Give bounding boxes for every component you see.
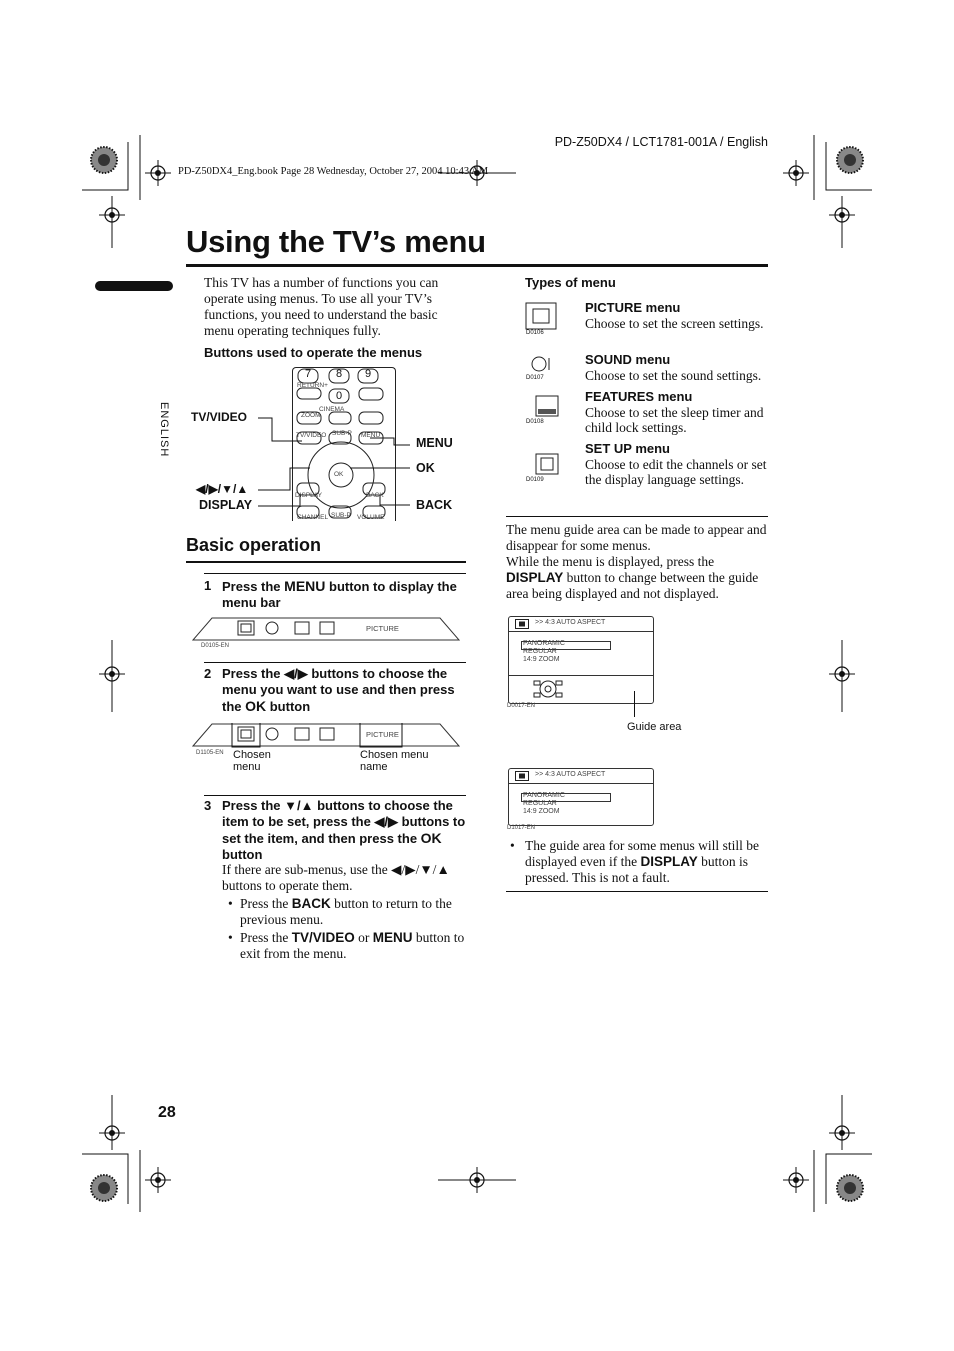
- setup-menu-icon: [535, 453, 559, 475]
- callout-arrows: ◀/▶/▼/▲: [196, 482, 249, 496]
- step1-rule: [204, 573, 466, 574]
- step2-rule: [204, 662, 466, 663]
- screen-1-guide-divider: [509, 675, 653, 676]
- step-3-bullet-1: • Press the BACK button to return to the previous menu.: [228, 896, 452, 927]
- key-9: 9: [365, 368, 372, 380]
- bullet-1-text-b: button to return to the previous menu.: [240, 896, 452, 927]
- step-3-text-a: Press the ▼/▲ buttons to choose the item to be set, press the ◀/▶ buttons to set the item, and then press the: [222, 798, 466, 846]
- picture-menu-name: PICTURE menu: [585, 300, 681, 315]
- menu-type-setup: [525, 439, 769, 503]
- guide-bottom-rule: [506, 891, 768, 892]
- step-1-key: MENU: [284, 578, 326, 594]
- picture-menu-icon: [525, 302, 557, 330]
- sound-menu-code: D0107: [526, 375, 544, 381]
- title-rule: [186, 264, 768, 267]
- bullet-1-key: BACK: [291, 896, 331, 911]
- side-tab: [95, 281, 173, 291]
- bullet-2-text-b: button to exit from the menu.: [240, 930, 465, 961]
- callout-ok: OK: [416, 461, 435, 475]
- side-language-label: ENGLISH: [158, 402, 170, 458]
- step-2-text-b: button: [266, 699, 311, 714]
- callout-display: DISPLAY: [199, 498, 253, 512]
- key-return-label: RETURN+: [297, 382, 328, 389]
- guide-area-label: Guide area: [627, 721, 682, 733]
- guide-paragraph-2: [506, 554, 770, 602]
- step-3-text-b: button: [222, 847, 263, 862]
- screen-2-code: D1017-EN: [507, 825, 536, 831]
- menu-bar-1-label: PICTURE: [366, 624, 399, 633]
- key-menu-label: MENU: [361, 432, 381, 439]
- screen-without-guide: [508, 768, 654, 826]
- setup-menu-code: D0109: [526, 477, 544, 483]
- key-channel-label: CHANNEL: [297, 514, 329, 521]
- bullet-2-key1: TV/VIDEO: [291, 930, 355, 945]
- setup-menu-name: SET UP menu: [585, 441, 671, 456]
- screen-1-opt2: REGULAR: [523, 648, 557, 655]
- key-display-label: DISPLAY: [295, 492, 322, 499]
- chosen-menu-caption: Chosen menu: [233, 749, 271, 773]
- key-tvvideo-label: TV/VIDEO: [296, 432, 327, 439]
- menu-bar-2-label: PICTURE: [366, 730, 399, 739]
- key-back-label: BACK: [366, 492, 384, 499]
- step-3-key: OK: [420, 830, 442, 846]
- screen-2-opt3: 14:9 ZOOM: [523, 808, 560, 815]
- step-3-number: 3: [204, 798, 212, 813]
- key-ok-label: OK: [334, 471, 344, 478]
- callout-tvvideo: TV/VIDEO: [191, 410, 248, 424]
- guide-note-text-b: button is pressed. This is not a fault.: [525, 854, 749, 885]
- key-0: 0: [336, 390, 343, 402]
- screen-2-opt1: PANORAMIC: [523, 792, 565, 799]
- key-zoom-label: ZOOM: [301, 412, 321, 419]
- menu-bar-1-code: D0105-EN: [201, 643, 230, 649]
- guide-p2-key: DISPLAY: [506, 570, 564, 585]
- chosen-menu-name-caption: Chosen menu name: [360, 749, 429, 773]
- screen-1-opt3: 14:9 ZOOM: [523, 656, 560, 663]
- picture-menu-code: D0106: [526, 330, 544, 336]
- step-3: [204, 798, 468, 863]
- sound-menu-name: SOUND menu: [585, 352, 671, 367]
- screen-2-picture-icon: [515, 771, 529, 781]
- screen-1-title: >> 4:3 AUTO ASPECT: [535, 619, 606, 626]
- features-menu-name: FEATURES menu: [585, 389, 693, 404]
- step-3-bullet-2: • Press the TV/VIDEO or MENU button to exit from the menu.: [228, 930, 465, 961]
- screen-with-guide: [508, 616, 654, 704]
- callout-menu: MENU: [416, 436, 453, 450]
- menu-bar-1: [192, 617, 460, 641]
- key-subp2-label: SUB-P: [331, 512, 351, 519]
- features-menu-code: D0108: [526, 419, 544, 425]
- step-1-text-b: button to display the menu bar: [222, 579, 457, 610]
- menu-type-picture: [525, 298, 769, 348]
- menu-bar-2: [192, 723, 460, 749]
- screen-1-picture-icon: [515, 619, 529, 629]
- document-id: PD-Z50DX4 / LCT1781-001A / English: [554, 135, 768, 149]
- setup-menu-desc: Choose to edit the channels or set the display language settings.: [585, 457, 767, 487]
- key-cinema-label: CINEMA: [319, 406, 345, 413]
- intro-paragraph: This TV has a number of functions you can operate using menus. To use all your TV’s functions, you need to understand the basic menu operating techniques fully.: [204, 275, 439, 338]
- guide-note-text-a: The guide area for some menus will still be displayed even if the: [525, 838, 759, 869]
- step-2-number: 2: [204, 666, 212, 681]
- guide-p2-text-a: While the menu is displayed, press the: [506, 554, 715, 569]
- picture-menu-desc: Choose to set the screen settings.: [585, 316, 764, 331]
- guide-area-leader: [634, 691, 635, 717]
- dpad-guide-icon: [533, 678, 563, 700]
- guide-note-key: DISPLAY: [640, 854, 698, 869]
- page-number: 28: [158, 1104, 176, 1121]
- basic-operation-heading: Basic operation: [186, 535, 322, 555]
- screen-1-code: D0017-EN: [507, 703, 536, 709]
- menu-type-sound: [525, 350, 769, 390]
- key-subp-label: SUB-P: [332, 430, 352, 437]
- page-title: Using the TV’s menu: [186, 224, 486, 259]
- step3-rule: [204, 795, 466, 796]
- remote-callout-lines: [250, 405, 430, 515]
- menu-type-features: [525, 387, 769, 435]
- bullet-1-text-a: Press the: [240, 896, 292, 911]
- bullet-2-or: or: [354, 930, 373, 945]
- screen-1-opt1: PANORAMIC: [523, 640, 565, 647]
- guide-note-bullet: • The guide area for some menus will still be displayed even if the DISPLAY button is pressed. This is not a fault.: [510, 838, 759, 885]
- features-menu-desc: Choose to set the sleep timer and child lock settings.: [585, 405, 764, 435]
- step-2: [204, 666, 468, 715]
- guide-p2-text-b: button to change between the guide area being displayed and not displayed.: [506, 570, 759, 601]
- buttons-heading: Buttons used to operate the menus: [204, 345, 423, 360]
- step-2-key: OK: [245, 698, 267, 714]
- step-1-number: 1: [204, 578, 212, 593]
- bullet-2-key2: MENU: [372, 930, 413, 945]
- menu-bar-2-code: D1105-EN: [196, 750, 224, 756]
- guide-paragraph-1: The menu guide area can be made to appear and disappear for some menus.: [506, 522, 767, 553]
- book-file-line: PD-Z50DX4_Eng.book Page 28 Wednesday, October 27, 2004 10:43 AM: [178, 166, 489, 177]
- bullet-2-text-a: Press the: [240, 930, 292, 945]
- callout-back: BACK: [416, 498, 453, 512]
- step-3-note: If there are sub-menus, use the ◀/▶/▼/▲ buttons to operate them.: [222, 862, 450, 893]
- step-2-text-a: Press the ◀/▶ buttons to choose the menu you want to use and then press the: [222, 666, 455, 714]
- step-1-text-a: Press the: [222, 579, 285, 594]
- key-volume-label: VOLUME: [357, 514, 385, 521]
- heading-rule: [186, 561, 466, 563]
- guide-top-rule: [506, 516, 768, 517]
- screen-2-opt2: REGULAR: [523, 800, 557, 807]
- sound-menu-desc: Choose to set the sound settings.: [585, 368, 762, 383]
- features-menu-icon: [535, 395, 559, 417]
- step-1: [204, 578, 468, 611]
- types-heading: Types of menu: [525, 275, 616, 290]
- sound-menu-icon: [525, 354, 557, 374]
- screen-2-title: >> 4:3 AUTO ASPECT: [535, 771, 606, 778]
- key-8: 8: [336, 368, 343, 380]
- key-7: 7: [305, 368, 312, 380]
